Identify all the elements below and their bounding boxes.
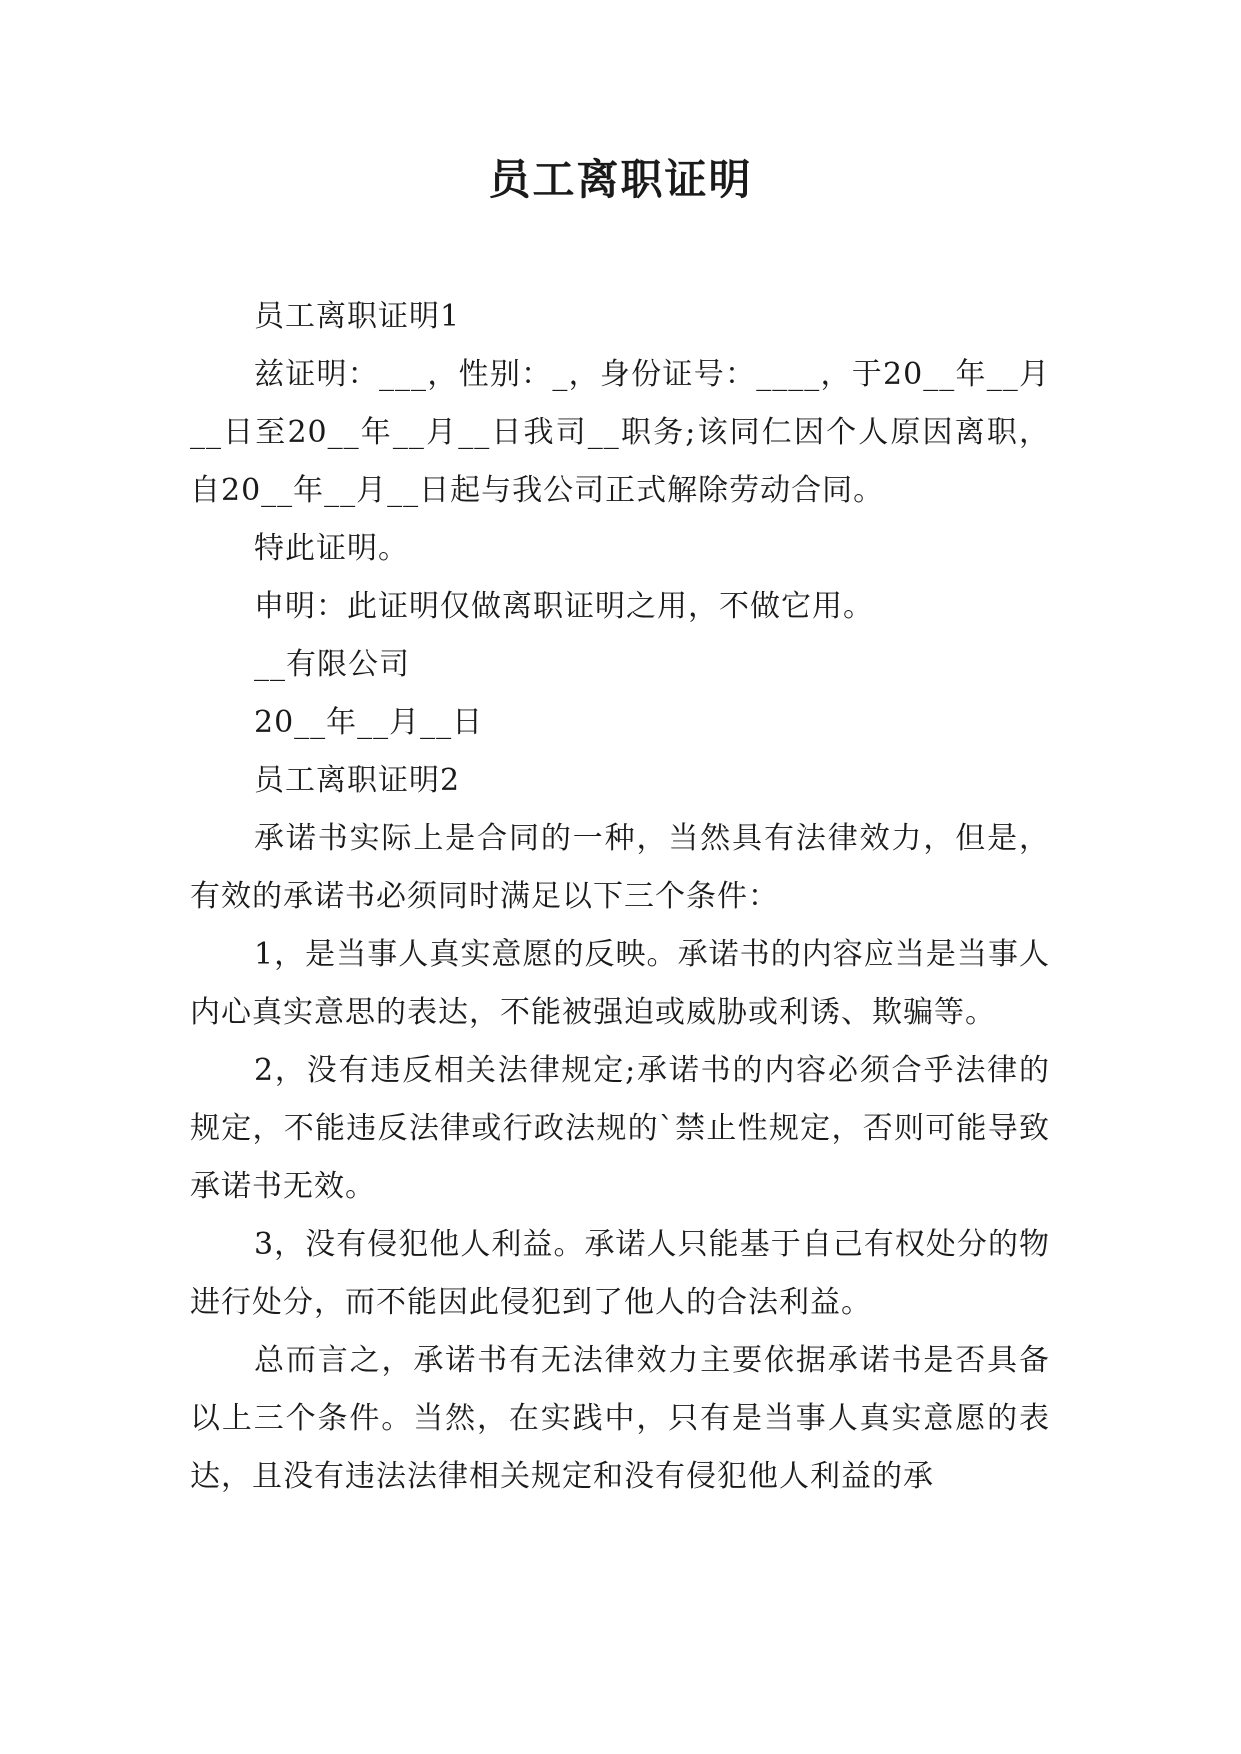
document-body — [190, 288, 1050, 1506]
paragraph-date: 20__年__月__日 — [254, 705, 484, 740]
paragraph-cert1-heading: 员工离职证明1 — [254, 299, 461, 334]
paragraph-cert2-heading: 员工离职证明2 — [254, 763, 461, 798]
document-title: 员工离职证明 — [488, 155, 753, 204]
paragraph-certify: 特此证明。 — [254, 531, 409, 566]
paragraph-condition-2: 2，没有违反相关法律规定;承诺书的内容必须合乎法律的规定，不能违反法律或行政法规的`禁止性规定，否则可能导致承诺书无效。 — [190, 1053, 1050, 1204]
paragraph-company: __有限公司 — [254, 647, 410, 682]
paragraph-summary: 总而言之，承诺书有无法律效力主要依据承诺书是否具备以上三个条件。当然，在实践中，只有是当事人真实意愿的表达，且没有违法法律相关规定和没有侵犯他人利益的承 — [190, 1343, 1050, 1494]
paragraph-declaration: 申明：此证明仅做离职证明之用，不做它用。 — [254, 589, 874, 624]
paragraph-cert1-statement: 兹证明：___，性别：_，身份证号：____，于20__年__月__日至20__年__月__日我司__职务;该同仁因个人原因离职，自20__年__月__日起与我公司正式解除劳动合同。 — [190, 357, 1050, 508]
paragraph-intro: 承诺书实际上是合同的一种，当然具有法律效力，但是，有效的承诺书必须同时满足以下三个条件： — [190, 821, 1050, 914]
paragraph-condition-3: 3，没有侵犯他人利益。承诺人只能基于自己有权处分的物进行处分，而不能因此侵犯到了他人的合法利益。 — [190, 1227, 1050, 1320]
paragraph-condition-1: 1，是当事人真实意愿的反映。承诺书的内容应当是当事人内心真实意思的表达，不能被强迫或威胁或利诱、欺骗等。 — [190, 937, 1050, 1030]
